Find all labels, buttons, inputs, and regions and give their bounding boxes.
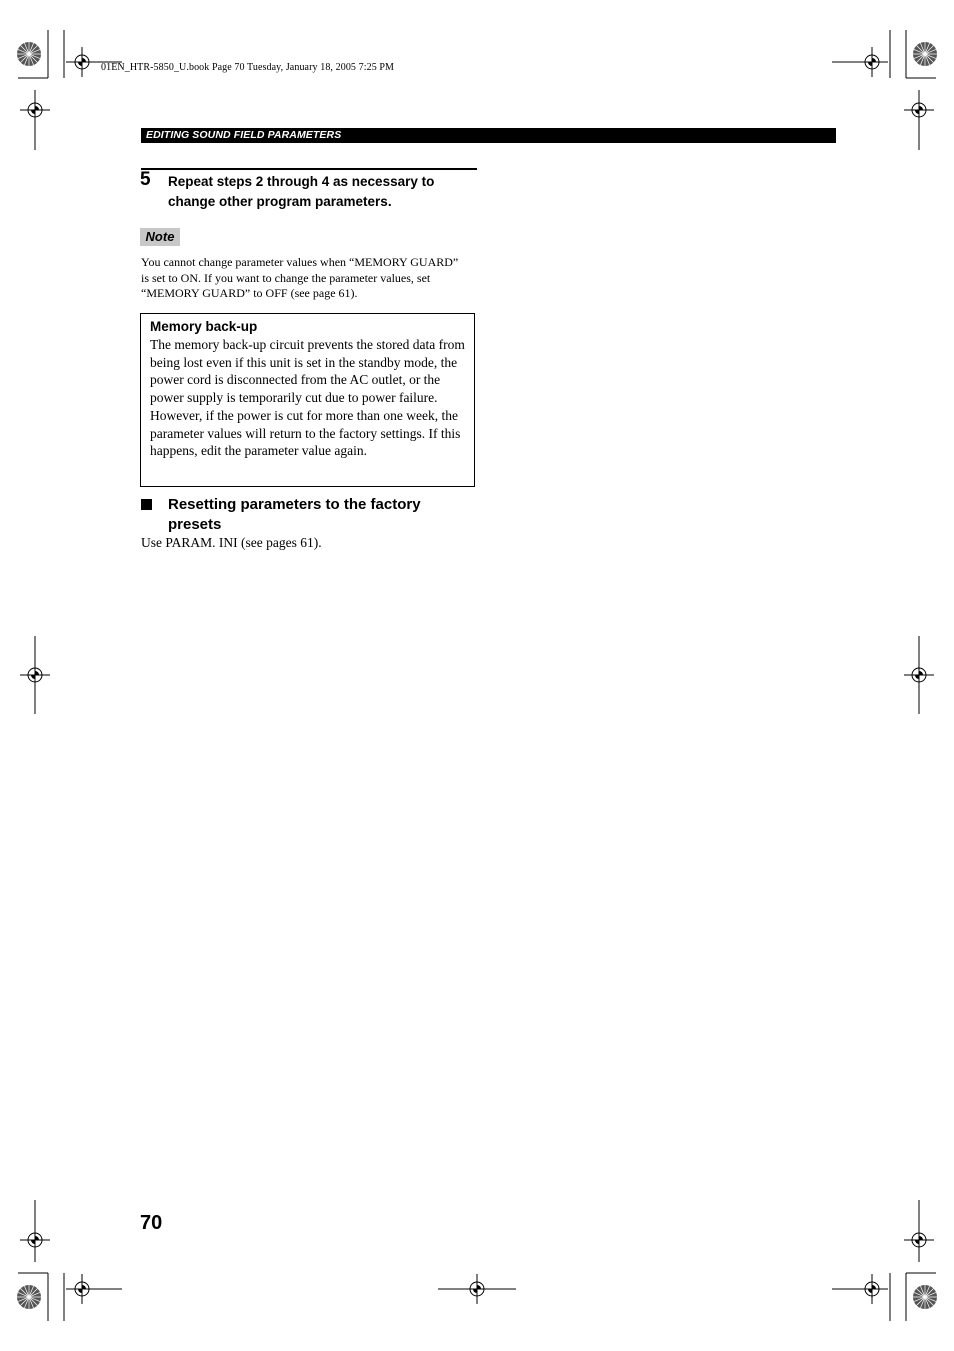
reset-body: Use PARAM. INI (see pages 61). (141, 535, 322, 550)
book-file-header: 01EN_HTR-5850_U.book Page 70 Tuesday, January 18, 2005 7:25 PM (101, 62, 395, 73)
note-label: Note (140, 228, 180, 246)
section-title-bar (141, 128, 836, 143)
square-bullet-icon (141, 499, 152, 510)
memory-backup-title: Memory back-up (150, 319, 258, 334)
memory-backup-box (140, 313, 475, 487)
note-text: You cannot change parameter values when “MEMORY GUARD” is set to ON. If you want to change the parameter values, set “MEMORY GUARD” to OFF (see page 61). (141, 255, 459, 300)
section-title: EDITING SOUND FIELD PARAMETERS (146, 129, 342, 141)
step-number: 5 (140, 169, 151, 190)
page-number: 70 (140, 1212, 163, 1234)
reset-heading: Resetting parameters to the factory presets (168, 496, 421, 533)
step-divider (141, 168, 477, 170)
step-instruction: Repeat steps 2 through 4 as necessary to change other program parameters. (168, 174, 435, 209)
memory-backup-body: The memory back-up circuit prevents the stored data from being lost even if this unit is set in the standby mode, the power cord is disconnected from the AC outlet, or the power supply is temporarily cut due to power failure. However, if the power is cut for more than one week, the parameter values will return to the factory settings. If this happens, edit the parameter value again. (150, 337, 465, 459)
